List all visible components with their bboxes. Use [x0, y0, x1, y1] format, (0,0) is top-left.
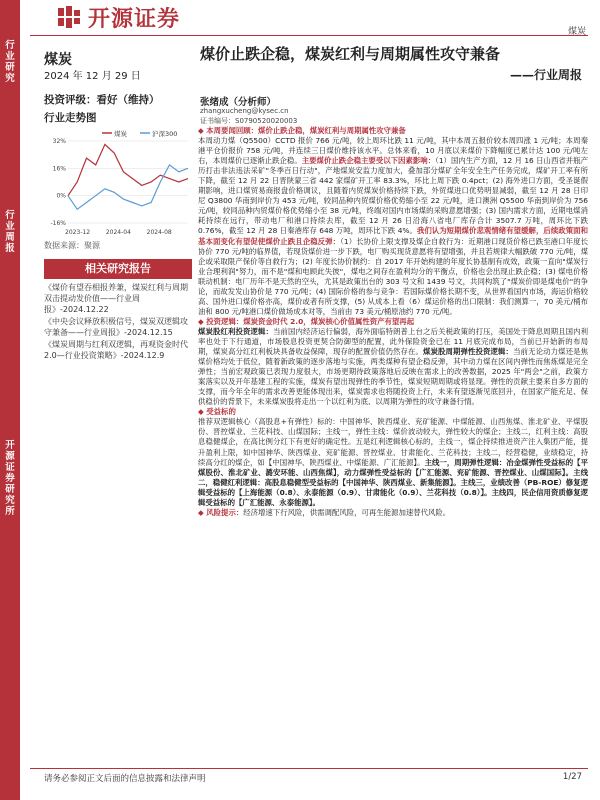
y-tick-label: 32% [52, 138, 66, 145]
bullet-icon: ◆ [198, 126, 207, 135]
bullet-icon: ◆ [198, 507, 207, 517]
section-2-heading: ◆ 投资逻辑：煤炭资金时代 2.0，煤炭核心价值属性资产有望再起 [198, 316, 415, 326]
section-3-paragraph: 推荐双逻辑核心（高股息+有弹性）标的：中国神华、陕西煤业、兖矿能源、中煤能源、山西焦煤、淮北矿业、平煤股份、晋控煤业、兰花科技、山煤国际；主线一，弹性主线：煤价波动较大，弹性较大的煤企；主线二，红利主线：高股息稳健煤企，在高比例分红下有更好的确定性。五是红利逻辑核心标的，主线一，煤企持续推进资产注入集团产能，提升盈利上限，如中国神华、陕西煤业、兖矿能源、晋控煤业、甘肃能化、兰花科技；主线二，经营稳健，业绩稳定，持续高分红的煤企，如【中国神华、陕西煤业、中煤能源、广汇能源】。主线一，周期弹性逻辑：冶金煤弹性受益标的【平煤股份、淮北矿业、潞安环能、山西焦煤】，动力煤弹性受益标的【广汇能源、兖矿能源、晋控煤业、山煤国际】。主线二，稳健红利逻辑：高股息稳健型受益标的【中国神华、陕西煤业、新集能源】。主线三，业绩改善（PB-ROE）修复逻辑受益标的【上海能源（0.8）、永泰能源（0.9）、甘肃能化（0.9）、兰花科技（0.8）】。主线四，民企信用资质修复逻辑受益标的【广汇能源、永泰能源】。 [198, 417, 588, 507]
related-reports-list [44, 282, 194, 362]
footer-disclaimer[interactable]: 请务必参阅正文后面的信息披露和法律声明 [44, 774, 206, 784]
report-body [198, 126, 588, 518]
trend-chart-title: 行业走势图 [44, 112, 97, 124]
brand-logo [56, 2, 180, 32]
sidebar-bar [0, 0, 20, 800]
footer-divider [30, 768, 588, 769]
chart-source: 数据来源：聚源 [44, 241, 100, 250]
brand-name: 开源证券 [88, 6, 181, 32]
y-tick-label: 0% [56, 192, 66, 200]
risk-paragraph: ◆ 风险提示：经济增速下行风险，供需调配风险，可再生能源加速替代风险。 [198, 507, 451, 517]
sidebar-label-bottom: 开 源 证 券 研 究 所 [5, 440, 15, 517]
x-tick-label: 2023-12 [65, 229, 91, 236]
related-reports-title: 相关研究报告 [44, 259, 192, 279]
report-title: 煤价止跌企稳，煤炭红利与周期属性攻守兼备 [200, 45, 501, 63]
bullet-icon: ◆ [198, 316, 207, 326]
section-1-paragraph: 本周动力煤（Q5500）CCTD 报价 766 元/吨，较上周环比跌 11 元/吨，其中本周五报价较本周四涨 1 元/吨；本周秦港平仓价报价 758 元/吨，并连续三日煤价维持该水平。总体来看，10 月底以来煤价下降幅度已累计达 100 元/吨左右，本周煤价已逐渐止跌企稳。主要煤价止跌企稳主要受以下因素影响：（1）国内生产方面，12 月 16 日山西省并瓶产历打击非法违法采矿"冬季百日行动"，产地煤炭安监力度加大，叠加部分煤矿全年安全生产任务完成，煤矿开工率有所下降，截至 12 月 22 日晋陕蒙三省 442 家煤矿开工率 83.3%，环比上周下跌 0.4pct；(2) 海外进口方面，受圣诞假期影响，进口煤贸易商报盘价格调议，且随着内贸煤炭价格持续下跌，外贸煤进口优势明显减弱，截至 12 月 28 日印尼 Q3800 华南到岸价为 453 元/吨，较同品种内贸煤价格优势缩小至 22 元/吨，进口澳洲 Q5500 华南到岸价为 756 元/吨，较同品种内贸煤价格优势缩小至 38 元/吨，终端对国内市场煤的采购意愿增强；(3) 国内需求方面，近期电煤消耗持续在远行，带动电厂和港口持续去库，截至 12 月 26 日沿海八省电厂库存合计 3507.7 万吨，周环比下跌 0.76%，截至 12 月 28 日秦港库存 648 万吨，周环比下跌 4%。我们认为短期煤价悲观情绪有望缓解，后续政策面和基本面变化有望促使煤价止跌且企稳反弹：（1）长协价上限支撑及煤企自救行为：近期港口现货价格已跌至港口年度长协价 770 元/吨的临界值，若现货煤价进一步下跌，电厂购买现货意愿将有望增强，并且若规律大幅跌破 770 元/吨，煤企或采取限产保价等自救行为；(2) 年度长协价制约：自 2017 年开始构建的年度长协基制有成效，政策一直向"煤炭行业合理利润"努力，而不是"煤和电顾此失彼"，煤电之间存在盈利均分的平衡点，价格也会出现止跌企稳；(3) 煤电价格联动机制：电厂历年不是天然的空头，尤其是政策出台的 303 号文和 1439 号文，共同构筑了"煤炭价即是煤电价"的争论，而故发发山协价是 770 元/吨；(4) 国际价格的参与竞争：若国际煤价格长期不变，从世界看国内市场，海运价格较高、国外进口煤价格亦高，煤价或者有所支撑，(5) 从成本上看（6）煤运价格的出口限制：我们测算一，70 美元/桶布油和 800 元/吨港口煤价做场成本对等，当前由 73 美元/桶原油约 770 元/吨。 [198, 136, 588, 316]
x-tick-label: 2024-08 [146, 229, 172, 236]
y-tick-label: -16% [50, 220, 66, 227]
header-divider [30, 35, 588, 36]
x-tick-label: 2024-04 [105, 229, 131, 236]
legend-label-1: 沪深300 [152, 130, 178, 138]
trend-chart-svg [44, 127, 192, 237]
series-line-0 [68, 144, 188, 195]
logo-mark-icon [56, 4, 82, 30]
analyst-cert: 证书编号：S0790520020003 [200, 117, 298, 125]
industry-label: 煤炭 [44, 52, 72, 68]
y-tick-label: 16% [52, 165, 66, 173]
investment-rating: 投资评级：看好（维持） [44, 94, 160, 106]
analyst-email[interactable]: zhangxucheng@kysec.cn [200, 107, 289, 115]
legend-label-0: 煤炭 [114, 130, 127, 138]
analyst-name: 张绪成（分析师） [200, 97, 277, 108]
page-number: 1/27 [562, 772, 582, 782]
trend-chart [44, 127, 192, 237]
section-1-heading: ◆ 本周要闻回顾：煤价止跌企稳，煤炭红利与周期属性攻守兼备 [198, 126, 406, 135]
related-report-item[interactable]: 《煤价有望吞相报养兼，煤炭红利与周期双击提动发价值——行业周报》-2024.12.22 [44, 283, 188, 314]
section-2-paragraph: 煤炭股红利投资逻辑：当前国内经济运行偏弱，海外面临特朗普上台之后关税政策的打压，美国处于降息周期且国内利率也处于下行通道，市场股息投资更契合防御型的配置，此外保险资金已在 11 月底完成布局，当前已开始新的布局期，煤炭高分红红利板块具备收益保障，现存的配置价值仍然存在。煤炭股周期弹性投资逻辑：当前无论动力煤还是焦煤价格均处于低位，随着新政策的逐步落地与实施，两类煤种有望企稳反弹，其中动力煤在区间内弹性而焦炼煤是完全弹性；当前宏观政策已表现力度很大，市场更期待政策落地后反映在需求上的改善数据，2025 年"两会"之前，政策方案落实以及开年基建工程的实施，煤炭有望出现弹性的季节性，煤炭短期周期或将显现。弹性的贡献主要来自多方面的支撑，而今年全年的需求改善更能体现出来，煤炭需求也将随投资上行，未来有望逐渐见底回升，在国家产能充足、保供稳价的背景下，未来煤炭股将走出一个以红利为底、以周期为弹性的攻守兼备行情。 [198, 326, 588, 407]
related-report-item[interactable]: 《煤炭周期与红利双逻辑，再观资金时代 2.0—行业投资策略》-2024.12.9 [44, 340, 188, 360]
sidebar-label-top: 行 业 研 究 [5, 40, 15, 84]
header-section-tag: 煤炭 [567, 27, 586, 37]
report-type: ——行业周报 [509, 68, 582, 82]
series-line-1 [68, 165, 188, 209]
sidebar-label-mid: 行 业 周 报 [5, 210, 15, 254]
section-3-heading: ◆ 受益标的 [198, 407, 236, 417]
report-date: 2024 年 12 月 29 日 [44, 71, 141, 82]
bullet-icon: ◆ [198, 407, 207, 417]
related-report-item[interactable]: 《中央会议释放积极信号，煤炭双逻辑攻守兼备——行业周报》-2024.12.15 [44, 317, 188, 337]
